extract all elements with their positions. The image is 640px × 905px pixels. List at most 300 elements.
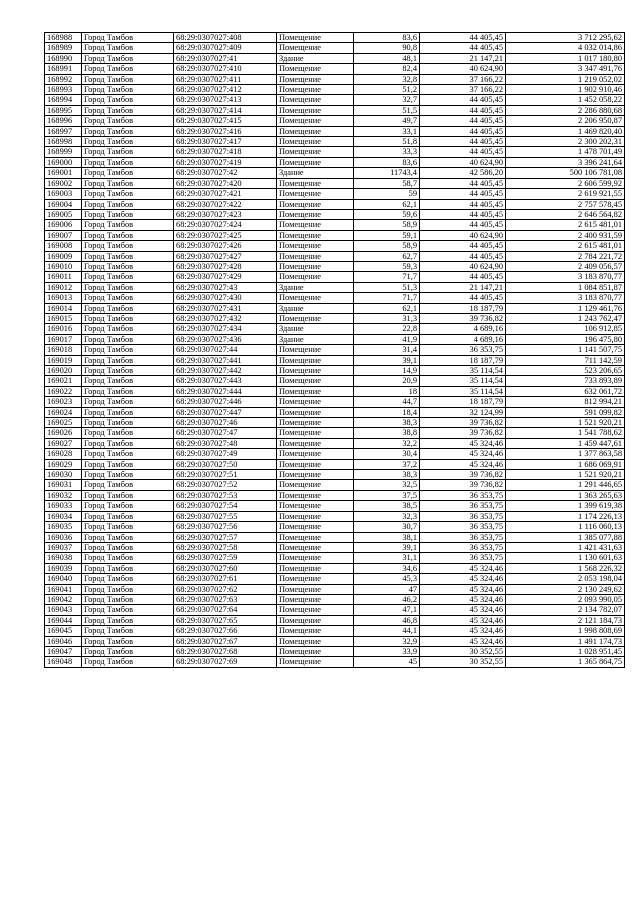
specific-value-cell: 30 352,55 bbox=[420, 646, 506, 656]
cadastral-number-cell: 68:29:0307027:44 bbox=[174, 345, 277, 355]
cadastral-number-cell: 68:29:0307027:46 bbox=[174, 418, 277, 428]
table-row bbox=[45, 116, 625, 126]
table-row bbox=[45, 293, 625, 303]
object-type-cell: Помещение bbox=[277, 220, 354, 230]
area-cell: 18 bbox=[354, 386, 420, 396]
row-number-cell: 169030 bbox=[45, 470, 82, 480]
cadastral-number-cell: 68:29:0307027:49 bbox=[174, 449, 277, 459]
cadastral-number-cell: 68:29:0307027:58 bbox=[174, 542, 277, 552]
table-row bbox=[45, 459, 625, 469]
row-number-cell: 169038 bbox=[45, 553, 82, 563]
cadastral-value-cell: 3 183 870,77 bbox=[506, 272, 625, 282]
locality-cell: Город Тамбов bbox=[82, 126, 174, 136]
object-type-cell: Помещение bbox=[277, 511, 354, 521]
specific-value-cell: 45 324,46 bbox=[420, 574, 506, 584]
area-cell: 33,9 bbox=[354, 646, 420, 656]
cadastral-number-cell: 68:29:0307027:63 bbox=[174, 594, 277, 604]
cadastral-number-cell: 68:29:0307027:50 bbox=[174, 459, 277, 469]
row-number-cell: 169025 bbox=[45, 418, 82, 428]
specific-value-cell: 18 187,79 bbox=[420, 303, 506, 313]
row-number-cell: 169020 bbox=[45, 366, 82, 376]
locality-cell: Город Тамбов bbox=[82, 293, 174, 303]
table-row bbox=[45, 209, 625, 219]
table-row bbox=[45, 605, 625, 615]
area-cell: 44,1 bbox=[354, 626, 420, 636]
cadastral-value-cell: 1 084 851,87 bbox=[506, 282, 625, 292]
object-type-cell: Помещение bbox=[277, 137, 354, 147]
specific-value-cell: 44 405,45 bbox=[420, 137, 506, 147]
table-row bbox=[45, 105, 625, 115]
locality-cell: Город Тамбов bbox=[82, 428, 174, 438]
table-row bbox=[45, 594, 625, 604]
cadastral-number-cell: 68:29:0307027:422 bbox=[174, 199, 277, 209]
row-number-cell: 169048 bbox=[45, 657, 82, 667]
row-number-cell: 169047 bbox=[45, 646, 82, 656]
area-cell: 45 bbox=[354, 657, 420, 667]
locality-cell: Город Тамбов bbox=[82, 95, 174, 105]
specific-value-cell: 39 736,82 bbox=[420, 470, 506, 480]
table-row bbox=[45, 418, 625, 428]
specific-value-cell: 45 324,46 bbox=[420, 584, 506, 594]
area-cell: 51,2 bbox=[354, 85, 420, 95]
specific-value-cell: 36 353,75 bbox=[420, 522, 506, 532]
table-row bbox=[45, 449, 625, 459]
object-type-cell: Помещение bbox=[277, 95, 354, 105]
area-cell: 38,8 bbox=[354, 428, 420, 438]
area-cell: 30,4 bbox=[354, 449, 420, 459]
specific-value-cell: 40 624,90 bbox=[420, 157, 506, 167]
cadastral-number-cell: 68:29:0307027:434 bbox=[174, 324, 277, 334]
cadastral-number-cell: 68:29:0307027:417 bbox=[174, 137, 277, 147]
locality-cell: Город Тамбов bbox=[82, 563, 174, 573]
locality-cell: Город Тамбов bbox=[82, 220, 174, 230]
table-row bbox=[45, 220, 625, 230]
object-type-cell: Помещение bbox=[277, 33, 354, 43]
row-number-cell: 169031 bbox=[45, 480, 82, 490]
object-type-cell: Помещение bbox=[277, 147, 354, 157]
row-number-cell: 169021 bbox=[45, 376, 82, 386]
object-type-cell: Помещение bbox=[277, 626, 354, 636]
cadastral-value-cell: 2 757 578,45 bbox=[506, 199, 625, 209]
area-cell: 41,9 bbox=[354, 334, 420, 344]
cadastral-value-cell: 591 099,82 bbox=[506, 407, 625, 417]
specific-value-cell: 35 114,54 bbox=[420, 376, 506, 386]
cadastral-value-cell: 632 061,72 bbox=[506, 386, 625, 396]
row-number-cell: 169035 bbox=[45, 522, 82, 532]
locality-cell: Город Тамбов bbox=[82, 407, 174, 417]
row-number-cell: 169028 bbox=[45, 449, 82, 459]
cadastral-number-cell: 68:29:0307027:47 bbox=[174, 428, 277, 438]
row-number-cell: 168994 bbox=[45, 95, 82, 105]
cadastral-value-cell: 3 183 870,77 bbox=[506, 293, 625, 303]
object-type-cell: Помещение bbox=[277, 563, 354, 573]
specific-value-cell: 44 405,45 bbox=[420, 178, 506, 188]
table-row bbox=[45, 178, 625, 188]
object-type-cell: Помещение bbox=[277, 438, 354, 448]
object-type-cell: Помещение bbox=[277, 574, 354, 584]
specific-value-cell: 39 736,82 bbox=[420, 418, 506, 428]
area-cell: 51,3 bbox=[354, 282, 420, 292]
table-row bbox=[45, 53, 625, 63]
area-cell: 33,1 bbox=[354, 126, 420, 136]
locality-cell: Город Тамбов bbox=[82, 209, 174, 219]
object-type-cell: Помещение bbox=[277, 209, 354, 219]
locality-cell: Город Тамбов bbox=[82, 366, 174, 376]
object-type-cell: Помещение bbox=[277, 490, 354, 500]
area-cell: 30,7 bbox=[354, 522, 420, 532]
cadastral-value-cell: 2 409 056,57 bbox=[506, 261, 625, 271]
table-row bbox=[45, 386, 625, 396]
table-row bbox=[45, 470, 625, 480]
row-number-cell: 169029 bbox=[45, 459, 82, 469]
cadastral-number-cell: 68:29:0307027:432 bbox=[174, 313, 277, 323]
object-type-cell: Помещение bbox=[277, 157, 354, 167]
cadastral-number-cell: 68:29:0307027:441 bbox=[174, 355, 277, 365]
row-number-cell: 169023 bbox=[45, 397, 82, 407]
table-row bbox=[45, 615, 625, 625]
row-number-cell: 169011 bbox=[45, 272, 82, 282]
cadastral-number-cell: 68:29:0307027:60 bbox=[174, 563, 277, 573]
object-type-cell: Помещение bbox=[277, 605, 354, 615]
row-number-cell: 168995 bbox=[45, 105, 82, 115]
locality-cell: Город Тамбов bbox=[82, 313, 174, 323]
specific-value-cell: 36 353,75 bbox=[420, 490, 506, 500]
object-type-cell: Здание bbox=[277, 334, 354, 344]
object-type-cell: Здание bbox=[277, 303, 354, 313]
table-row bbox=[45, 230, 625, 240]
cadastral-number-cell: 68:29:0307027:423 bbox=[174, 209, 277, 219]
object-type-cell: Помещение bbox=[277, 261, 354, 271]
specific-value-cell: 44 405,45 bbox=[420, 105, 506, 115]
cadastral-value-cell: 1 243 762,47 bbox=[506, 313, 625, 323]
object-type-cell: Помещение bbox=[277, 178, 354, 188]
object-type-cell: Помещение bbox=[277, 657, 354, 667]
locality-cell: Город Тамбов bbox=[82, 272, 174, 282]
area-cell: 32,8 bbox=[354, 74, 420, 84]
cadastral-number-cell: 68:29:0307027:65 bbox=[174, 615, 277, 625]
specific-value-cell: 45 324,46 bbox=[420, 449, 506, 459]
locality-cell: Город Тамбов bbox=[82, 470, 174, 480]
object-type-cell: Помещение bbox=[277, 397, 354, 407]
cadastral-number-cell: 68:29:0307027:54 bbox=[174, 501, 277, 511]
area-cell: 83,6 bbox=[354, 157, 420, 167]
row-number-cell: 169046 bbox=[45, 636, 82, 646]
table-row bbox=[45, 33, 625, 43]
locality-cell: Город Тамбов bbox=[82, 542, 174, 552]
row-number-cell: 169037 bbox=[45, 542, 82, 552]
table-row bbox=[45, 574, 625, 584]
area-cell: 34,6 bbox=[354, 563, 420, 573]
locality-cell: Город Тамбов bbox=[82, 615, 174, 625]
cadastral-value-cell: 3 396 241,64 bbox=[506, 157, 625, 167]
object-type-cell: Помещение bbox=[277, 199, 354, 209]
table-row bbox=[45, 366, 625, 376]
object-type-cell: Помещение bbox=[277, 376, 354, 386]
cadastral-value-cell: 2 206 950,87 bbox=[506, 116, 625, 126]
table-row bbox=[45, 646, 625, 656]
object-type-cell: Помещение bbox=[277, 584, 354, 594]
table-row bbox=[45, 137, 625, 147]
object-type-cell: Помещение bbox=[277, 449, 354, 459]
cadastral-value-cell: 2 286 880,68 bbox=[506, 105, 625, 115]
cadastral-value-cell: 1 129 461,76 bbox=[506, 303, 625, 313]
object-type-cell: Помещение bbox=[277, 189, 354, 199]
cadastral-number-cell: 68:29:0307027:64 bbox=[174, 605, 277, 615]
cadastral-value-cell: 1 377 863,58 bbox=[506, 449, 625, 459]
cadastral-value-cell: 1 491 174,73 bbox=[506, 636, 625, 646]
cadastral-number-cell: 68:29:0307027:429 bbox=[174, 272, 277, 282]
cadastral-value-cell: 1 421 431,63 bbox=[506, 542, 625, 552]
locality-cell: Город Тамбов bbox=[82, 418, 174, 428]
cadastral-value-cell: 2 300 202,31 bbox=[506, 137, 625, 147]
area-cell: 37,5 bbox=[354, 490, 420, 500]
cadastral-value-cell: 812 994,21 bbox=[506, 397, 625, 407]
object-type-cell: Помещение bbox=[277, 313, 354, 323]
table-row bbox=[45, 407, 625, 417]
area-cell: 39,1 bbox=[354, 542, 420, 552]
area-cell: 82,4 bbox=[354, 64, 420, 74]
area-cell: 32,2 bbox=[354, 438, 420, 448]
object-type-cell: Здание bbox=[277, 53, 354, 63]
table-row bbox=[45, 355, 625, 365]
area-cell: 45,3 bbox=[354, 574, 420, 584]
locality-cell: Город Тамбов bbox=[82, 438, 174, 448]
locality-cell: Город Тамбов bbox=[82, 64, 174, 74]
row-number-cell: 169044 bbox=[45, 615, 82, 625]
area-cell: 38,1 bbox=[354, 532, 420, 542]
cadastral-value-cell: 3 712 295,62 bbox=[506, 33, 625, 43]
table-row bbox=[45, 157, 625, 167]
row-number-cell: 169018 bbox=[45, 345, 82, 355]
specific-value-cell: 37 166,22 bbox=[420, 74, 506, 84]
object-type-cell: Помещение bbox=[277, 542, 354, 552]
cadastral-number-cell: 68:29:0307027:427 bbox=[174, 251, 277, 261]
object-type-cell: Помещение bbox=[277, 64, 354, 74]
cadastral-number-cell: 68:29:0307027:413 bbox=[174, 95, 277, 105]
locality-cell: Город Тамбов bbox=[82, 657, 174, 667]
cadastral-number-cell: 68:29:0307027:43 bbox=[174, 282, 277, 292]
cadastral-value-table bbox=[44, 32, 625, 668]
table-row bbox=[45, 657, 625, 667]
cadastral-value-cell: 1 219 052,02 bbox=[506, 74, 625, 84]
object-type-cell: Помещение bbox=[277, 407, 354, 417]
cadastral-number-cell: 68:29:0307027:42 bbox=[174, 168, 277, 178]
area-cell: 47 bbox=[354, 584, 420, 594]
table-row bbox=[45, 324, 625, 334]
specific-value-cell: 44 405,45 bbox=[420, 220, 506, 230]
area-cell: 44,7 bbox=[354, 397, 420, 407]
object-type-cell: Помещение bbox=[277, 386, 354, 396]
object-type-cell: Здание bbox=[277, 282, 354, 292]
cadastral-value-cell: 1 998 808,69 bbox=[506, 626, 625, 636]
cadastral-value-cell: 1 116 060,13 bbox=[506, 522, 625, 532]
area-cell: 58,7 bbox=[354, 178, 420, 188]
cadastral-value-cell: 2 121 184,73 bbox=[506, 615, 625, 625]
cadastral-value-cell: 733 893,89 bbox=[506, 376, 625, 386]
row-number-cell: 169039 bbox=[45, 563, 82, 573]
cadastral-value-cell: 1 399 619,38 bbox=[506, 501, 625, 511]
specific-value-cell: 44 405,45 bbox=[420, 251, 506, 261]
cadastral-value-cell: 711 142,59 bbox=[506, 355, 625, 365]
row-number-cell: 169006 bbox=[45, 220, 82, 230]
table-row bbox=[45, 438, 625, 448]
cadastral-value-cell: 1 541 788,62 bbox=[506, 428, 625, 438]
cadastral-number-cell: 68:29:0307027:61 bbox=[174, 574, 277, 584]
cadastral-value-cell: 3 347 491,76 bbox=[506, 64, 625, 74]
specific-value-cell: 45 324,46 bbox=[420, 615, 506, 625]
specific-value-cell: 45 324,46 bbox=[420, 605, 506, 615]
row-number-cell: 169014 bbox=[45, 303, 82, 313]
row-number-cell: 169003 bbox=[45, 189, 82, 199]
object-type-cell: Помещение bbox=[277, 522, 354, 532]
object-type-cell: Помещение bbox=[277, 345, 354, 355]
specific-value-cell: 36 353,75 bbox=[420, 345, 506, 355]
row-number-cell: 169041 bbox=[45, 584, 82, 594]
table-row bbox=[45, 64, 625, 74]
cadastral-number-cell: 68:29:0307027:56 bbox=[174, 522, 277, 532]
cadastral-number-cell: 68:29:0307027:420 bbox=[174, 178, 277, 188]
object-type-cell: Помещение bbox=[277, 459, 354, 469]
locality-cell: Город Тамбов bbox=[82, 105, 174, 115]
row-number-cell: 169036 bbox=[45, 532, 82, 542]
locality-cell: Город Тамбов bbox=[82, 147, 174, 157]
table-row bbox=[45, 241, 625, 251]
table-row bbox=[45, 480, 625, 490]
cadastral-number-cell: 68:29:0307027:409 bbox=[174, 43, 277, 53]
locality-cell: Город Тамбов bbox=[82, 324, 174, 334]
area-cell: 32,5 bbox=[354, 480, 420, 490]
table-row bbox=[45, 532, 625, 542]
locality-cell: Город Тамбов bbox=[82, 449, 174, 459]
locality-cell: Город Тамбов bbox=[82, 33, 174, 43]
locality-cell: Город Тамбов bbox=[82, 241, 174, 251]
specific-value-cell: 36 353,75 bbox=[420, 511, 506, 521]
cadastral-number-cell: 68:29:0307027:68 bbox=[174, 646, 277, 656]
table-row bbox=[45, 303, 625, 313]
object-type-cell: Помещение bbox=[277, 418, 354, 428]
locality-cell: Город Тамбов bbox=[82, 511, 174, 521]
area-cell: 38,3 bbox=[354, 470, 420, 480]
row-number-cell: 169008 bbox=[45, 241, 82, 251]
table-row bbox=[45, 522, 625, 532]
locality-cell: Город Тамбов bbox=[82, 584, 174, 594]
cadastral-number-cell: 68:29:0307027:428 bbox=[174, 261, 277, 271]
specific-value-cell: 35 114,54 bbox=[420, 386, 506, 396]
area-cell: 59,1 bbox=[354, 230, 420, 240]
cadastral-number-cell: 68:29:0307027:447 bbox=[174, 407, 277, 417]
specific-value-cell: 36 353,75 bbox=[420, 553, 506, 563]
locality-cell: Город Тамбов bbox=[82, 553, 174, 563]
table-row bbox=[45, 126, 625, 136]
cadastral-number-cell: 68:29:0307027:430 bbox=[174, 293, 277, 303]
cadastral-value-cell: 1 469 820,40 bbox=[506, 126, 625, 136]
area-cell: 62,1 bbox=[354, 199, 420, 209]
table-row bbox=[45, 376, 625, 386]
table-body bbox=[45, 33, 625, 668]
table-row bbox=[45, 490, 625, 500]
object-type-cell: Помещение bbox=[277, 366, 354, 376]
cadastral-number-cell: 68:29:0307027:415 bbox=[174, 116, 277, 126]
table-row bbox=[45, 428, 625, 438]
area-cell: 46,2 bbox=[354, 594, 420, 604]
cadastral-number-cell: 68:29:0307027:55 bbox=[174, 511, 277, 521]
object-type-cell: Помещение bbox=[277, 85, 354, 95]
table-row bbox=[45, 261, 625, 271]
area-cell: 14,9 bbox=[354, 366, 420, 376]
object-type-cell: Помещение bbox=[277, 241, 354, 251]
locality-cell: Город Тамбов bbox=[82, 282, 174, 292]
locality-cell: Город Тамбов bbox=[82, 355, 174, 365]
area-cell: 18,4 bbox=[354, 407, 420, 417]
object-type-cell: Помещение bbox=[277, 615, 354, 625]
locality-cell: Город Тамбов bbox=[82, 574, 174, 584]
cadastral-value-cell: 1 459 447,61 bbox=[506, 438, 625, 448]
cadastral-value-cell: 1 028 951,45 bbox=[506, 646, 625, 656]
object-type-cell: Помещение bbox=[277, 105, 354, 115]
locality-cell: Город Тамбов bbox=[82, 199, 174, 209]
specific-value-cell: 36 353,75 bbox=[420, 532, 506, 542]
cadastral-number-cell: 68:29:0307027:436 bbox=[174, 334, 277, 344]
cadastral-value-cell: 1 521 920,21 bbox=[506, 418, 625, 428]
table-row bbox=[45, 584, 625, 594]
cadastral-number-cell: 68:29:0307027:52 bbox=[174, 480, 277, 490]
locality-cell: Город Тамбов bbox=[82, 251, 174, 261]
table-row bbox=[45, 147, 625, 157]
cadastral-number-cell: 68:29:0307027:48 bbox=[174, 438, 277, 448]
cadastral-value-cell: 2 606 599,92 bbox=[506, 178, 625, 188]
area-cell: 33,3 bbox=[354, 147, 420, 157]
table-row bbox=[45, 95, 625, 105]
cadastral-number-cell: 68:29:0307027:408 bbox=[174, 33, 277, 43]
cadastral-value-cell: 2 130 249,62 bbox=[506, 584, 625, 594]
cadastral-value-cell: 2 093 990,05 bbox=[506, 594, 625, 604]
specific-value-cell: 39 736,82 bbox=[420, 313, 506, 323]
object-type-cell: Помещение bbox=[277, 355, 354, 365]
row-number-cell: 169013 bbox=[45, 293, 82, 303]
cadastral-number-cell: 68:29:0307027:411 bbox=[174, 74, 277, 84]
row-number-cell: 169045 bbox=[45, 626, 82, 636]
specific-value-cell: 44 405,45 bbox=[420, 293, 506, 303]
table-row bbox=[45, 511, 625, 521]
cadastral-number-cell: 68:29:0307027:419 bbox=[174, 157, 277, 167]
table-row bbox=[45, 542, 625, 552]
locality-cell: Город Тамбов bbox=[82, 386, 174, 396]
area-cell: 59,3 bbox=[354, 261, 420, 271]
object-type-cell: Помещение bbox=[277, 553, 354, 563]
area-cell: 71,7 bbox=[354, 293, 420, 303]
table-row bbox=[45, 251, 625, 261]
specific-value-cell: 18 187,79 bbox=[420, 397, 506, 407]
cadastral-value-cell: 1 363 265,63 bbox=[506, 490, 625, 500]
area-cell: 49,7 bbox=[354, 116, 420, 126]
specific-value-cell: 44 405,45 bbox=[420, 95, 506, 105]
area-cell: 59 bbox=[354, 189, 420, 199]
specific-value-cell: 4 689,16 bbox=[420, 334, 506, 344]
row-number-cell: 169017 bbox=[45, 334, 82, 344]
object-type-cell: Помещение bbox=[277, 293, 354, 303]
specific-value-cell: 44 405,45 bbox=[420, 147, 506, 157]
object-type-cell: Помещение bbox=[277, 126, 354, 136]
specific-value-cell: 21 147,21 bbox=[420, 282, 506, 292]
row-number-cell: 169022 bbox=[45, 386, 82, 396]
row-number-cell: 169024 bbox=[45, 407, 82, 417]
cadastral-number-cell: 68:29:0307027:69 bbox=[174, 657, 277, 667]
table-row bbox=[45, 313, 625, 323]
locality-cell: Город Тамбов bbox=[82, 646, 174, 656]
specific-value-cell: 32 124,99 bbox=[420, 407, 506, 417]
cadastral-number-cell: 68:29:0307027:59 bbox=[174, 553, 277, 563]
area-cell: 31,1 bbox=[354, 553, 420, 563]
